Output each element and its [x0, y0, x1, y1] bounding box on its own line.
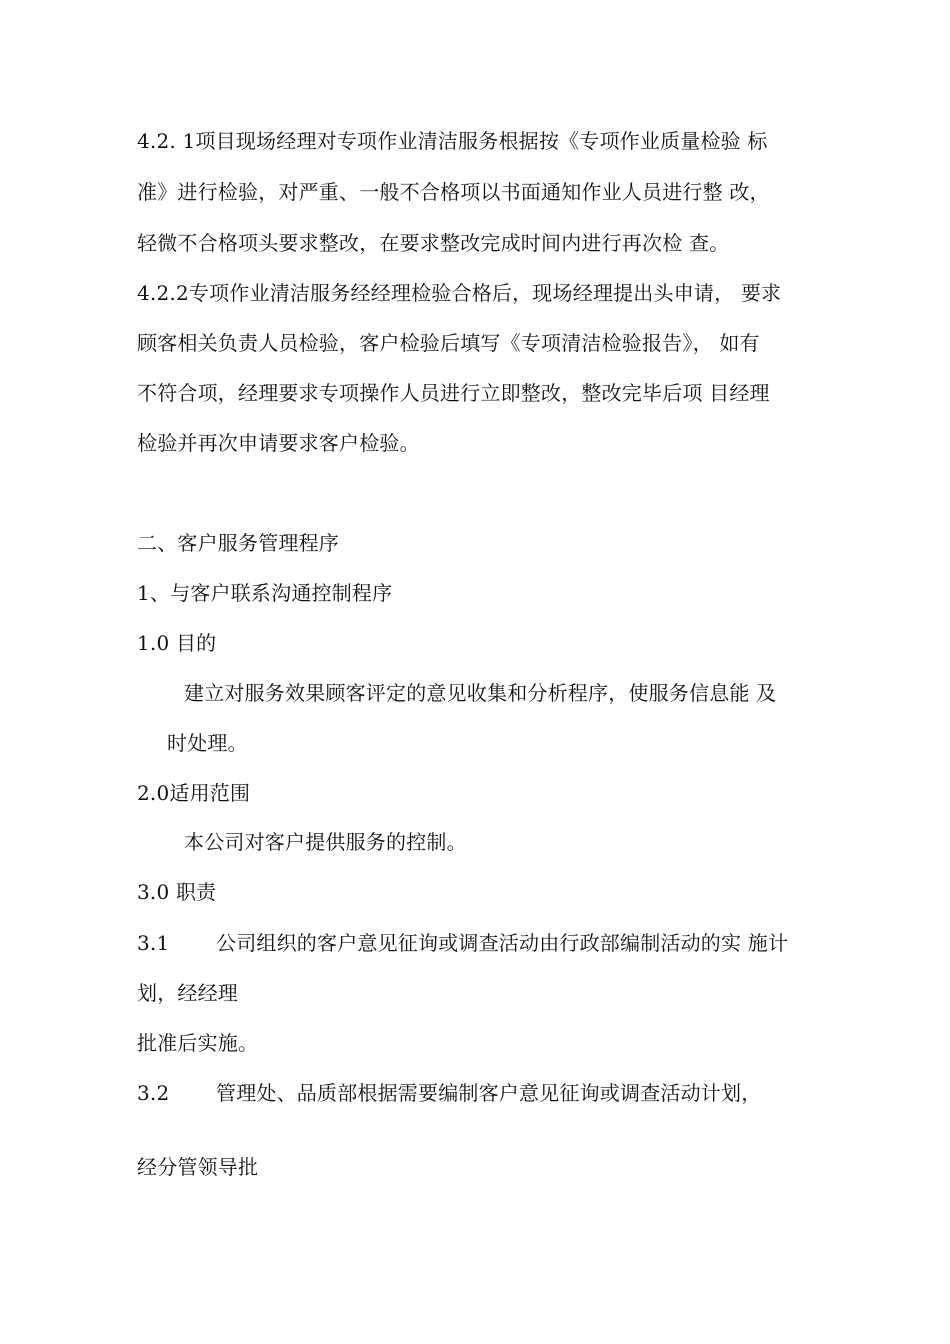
duty-3-1-line-2: 划，经经理	[137, 981, 238, 1005]
paragraph-4-2-1-line-2: 准》进行检验，对严重、一般不合格项以书面通知作业人员进行整 改，	[137, 180, 770, 204]
scope-heading: 2.0适用范围	[137, 781, 251, 805]
purpose-heading: 1.0 目的	[137, 631, 217, 655]
paragraph-4-2-2-line-4: 检验并再次申请要求客户检验。	[137, 431, 420, 455]
purpose-body-line-1: 建立对服务效果顾客评定的意见收集和分析程序，使服务信息能 及	[184, 681, 777, 705]
duty-3-1-line-1: 公司组织的客户意见征询或调查活动由行政部编制活动的实 施计	[216, 931, 789, 955]
scope-body: 本公司对客户提供服务的控制。	[184, 830, 467, 854]
duty-3-2-line-2: 经分管领导批	[137, 1155, 259, 1179]
paragraph-4-2-2-line-1: 4.2.2专项作业清洁服务经经理检验合格后，现场经理提出头申请， 要求	[137, 281, 782, 305]
section-heading: 二、客户服务管理程序	[137, 531, 339, 555]
duty-3-2-line-1: 管理处、品质部根据需要编制客户意见征询或调查活动计划，	[216, 1081, 762, 1105]
paragraph-4-2-2-line-2: 顾客相关负责人员检验，客户检验后填写《专项清洁检验报告》， 如有	[137, 331, 760, 355]
duty-3-2-number: 3.2	[137, 1081, 170, 1105]
paragraph-4-2-1-line-1: 4.2. 1项目现场经理对专项作业清洁服务根据按《专项作业质量检验 标	[137, 129, 768, 153]
duty-3-1-number: 3.1	[137, 931, 170, 955]
purpose-body-line-2: 时处理。	[167, 731, 248, 755]
duty-3-1-line-3: 批准后实施。	[137, 1031, 259, 1055]
paragraph-4-2-1-line-3: 轻微不合格项头要求整改，在要求整改完成时间内进行再次检 查。	[137, 231, 730, 255]
paragraph-4-2-2-line-3: 不符合项，经理要求专项操作人员进行立即整改，整改完毕后项 目经理	[137, 381, 770, 405]
subsection-heading: 1、与客户联系沟通控制程序	[137, 581, 393, 605]
duties-heading: 3.0 职责	[137, 880, 217, 904]
